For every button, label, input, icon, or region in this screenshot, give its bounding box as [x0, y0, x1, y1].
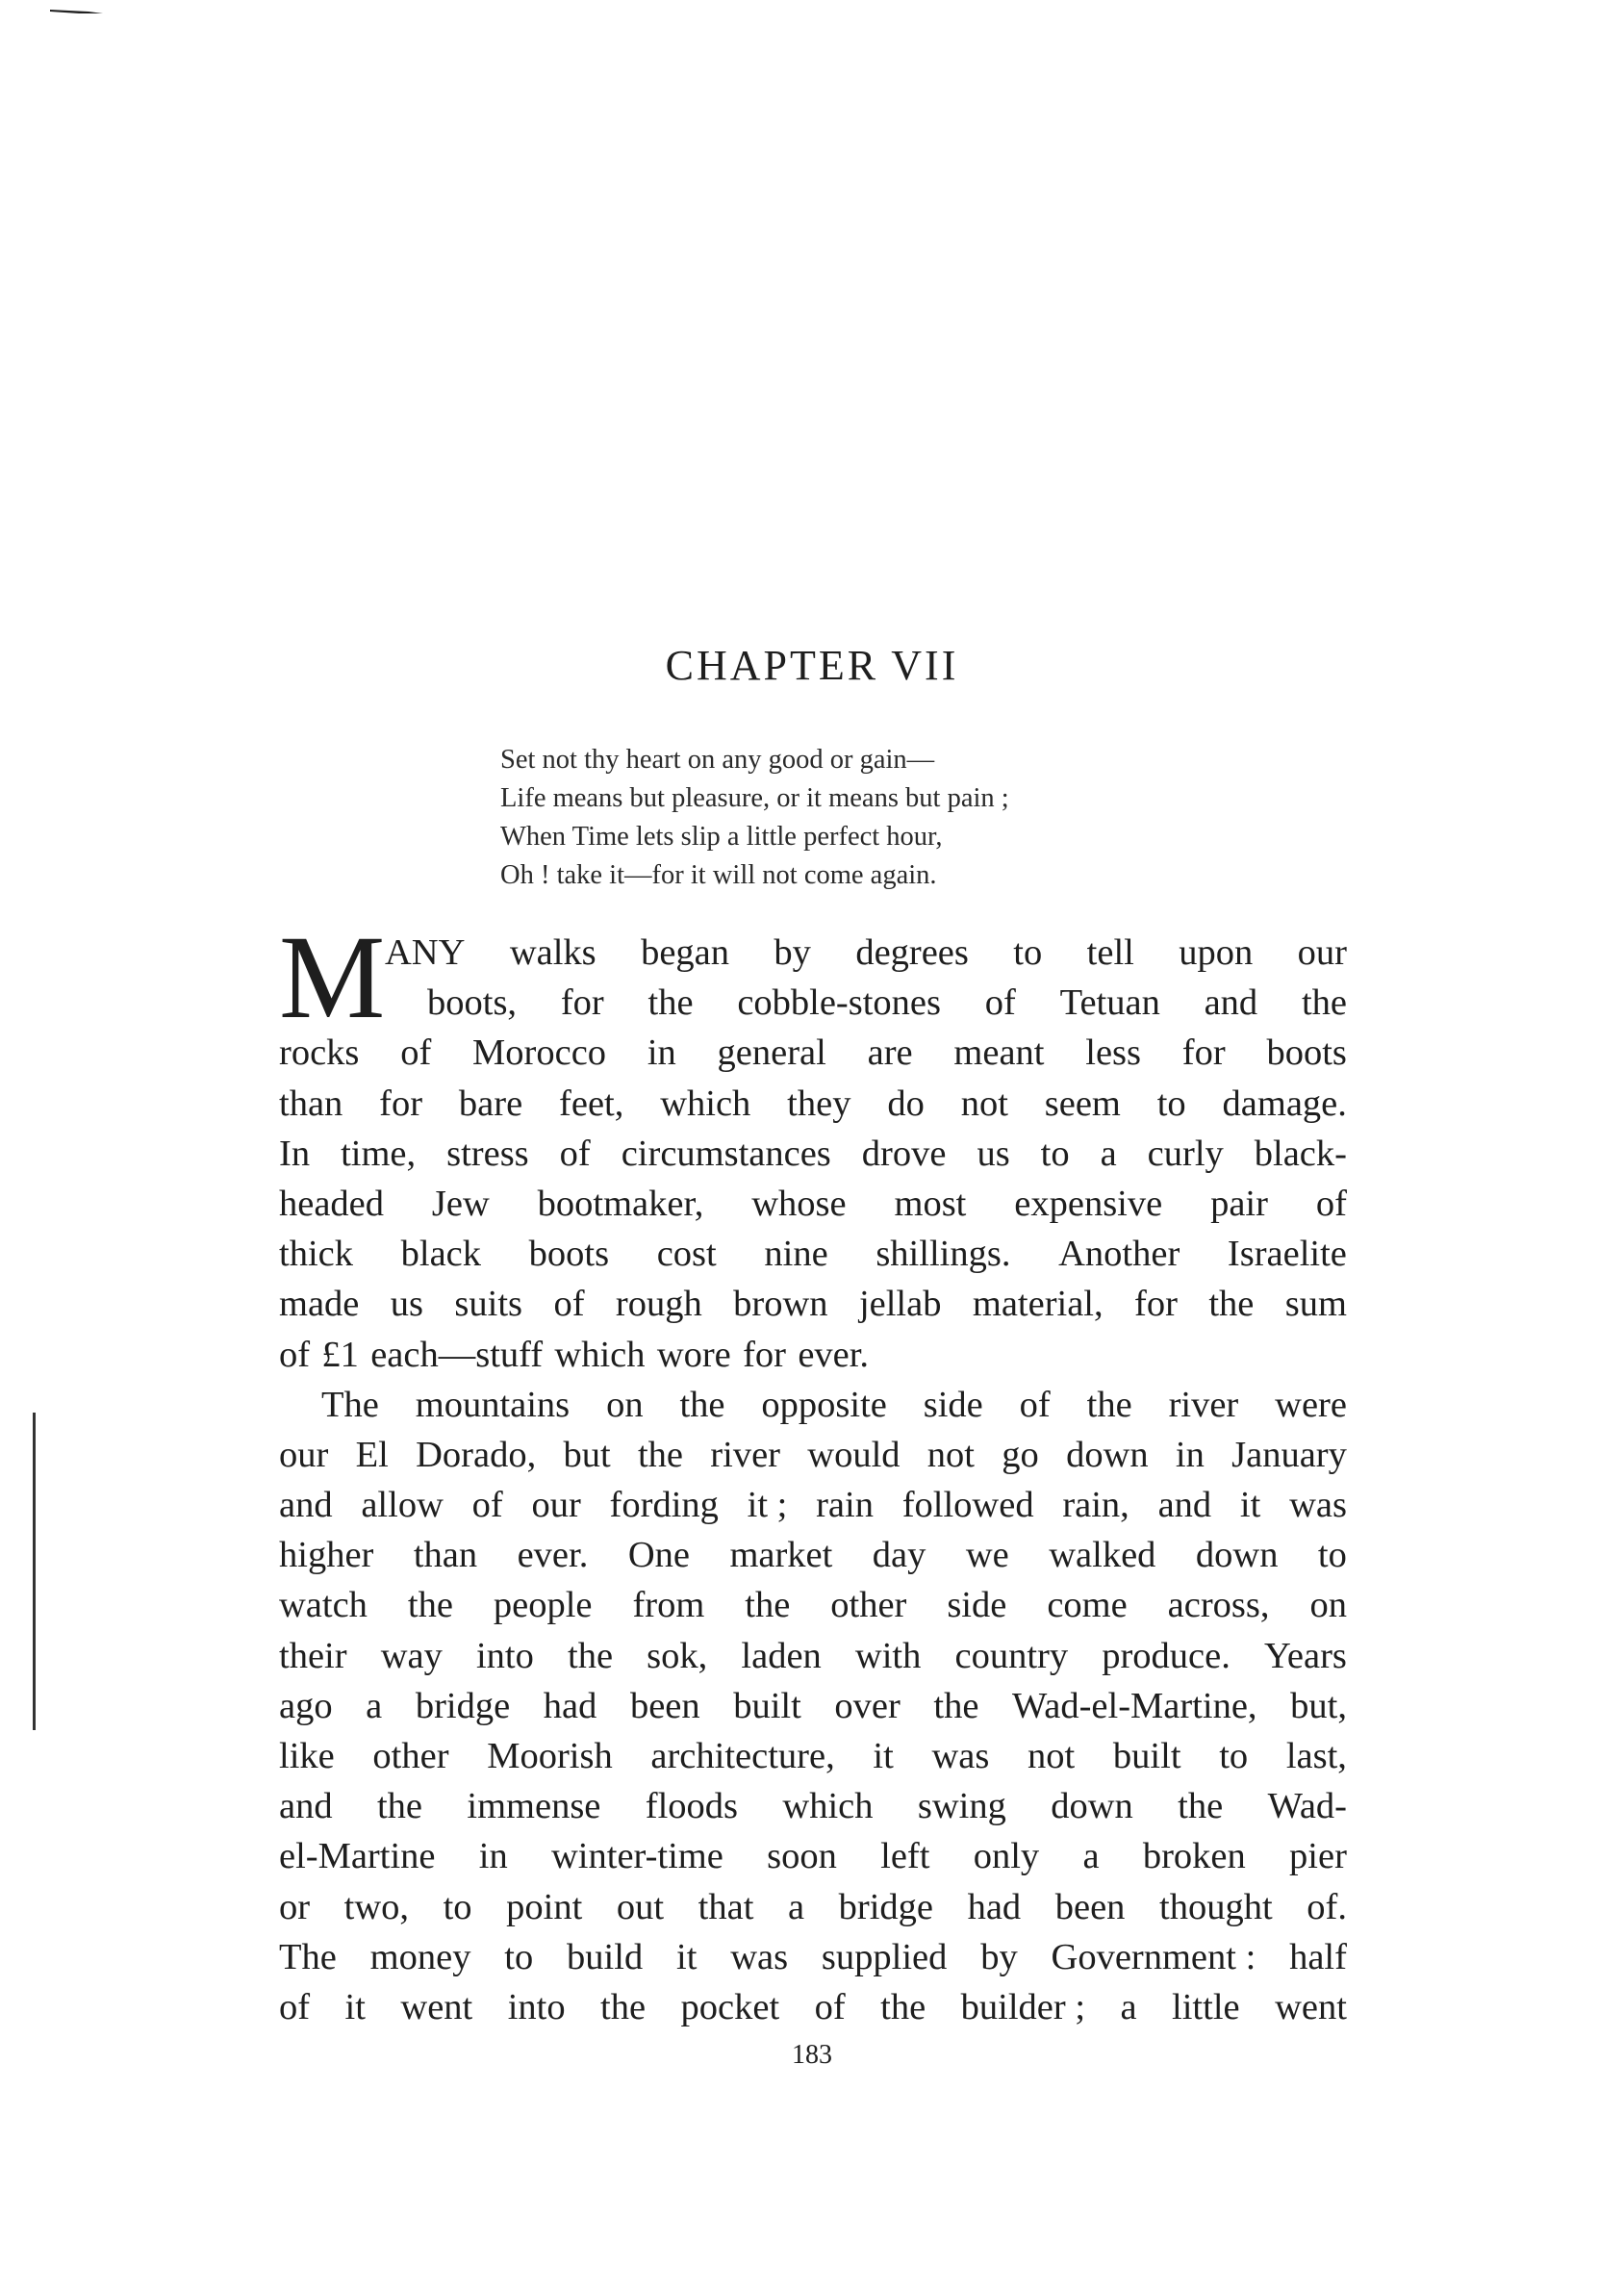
word: builder ;	[960, 1986, 1086, 2027]
word: headed	[279, 1183, 385, 1224]
word: made	[279, 1284, 360, 1325]
word: it	[873, 1736, 894, 1776]
word: and	[279, 1786, 333, 1827]
word: followed	[901, 1485, 1034, 1526]
word: the	[933, 1685, 979, 1726]
word: sum	[1284, 1284, 1347, 1325]
word: drove	[861, 1133, 947, 1174]
word: the	[745, 1585, 791, 1626]
word: would	[807, 1434, 901, 1475]
word: opposite	[761, 1384, 887, 1425]
word: our	[279, 1434, 329, 1475]
word: Moorish	[487, 1736, 613, 1776]
word: to	[1040, 1133, 1070, 1174]
epigraph-line: Oh ! take it—for it will not come again.	[500, 860, 937, 890]
word: Tetuan	[1059, 982, 1160, 1024]
word: not	[960, 1083, 1008, 1124]
word: Wad-el-Martine,	[1012, 1685, 1257, 1726]
word: was	[1289, 1485, 1347, 1526]
word: was	[931, 1736, 990, 1776]
word: damage.	[1222, 1083, 1347, 1124]
word: to	[1317, 1535, 1347, 1576]
word: are	[867, 1032, 913, 1074]
word: which	[782, 1786, 874, 1827]
word: our	[1297, 932, 1347, 973]
word: the	[600, 1986, 647, 2027]
word: walks	[509, 932, 596, 973]
word: it	[676, 1936, 698, 1977]
word: pair	[1210, 1183, 1268, 1224]
word: a	[1120, 1986, 1137, 2027]
text-line	[279, 1380, 1347, 1430]
word: black-	[1254, 1133, 1347, 1174]
word: fording	[609, 1485, 719, 1526]
word: pier	[1289, 1836, 1347, 1877]
word: went	[1275, 1986, 1347, 2027]
word: In	[279, 1133, 311, 1174]
word: river	[710, 1434, 780, 1475]
word: and	[279, 1485, 333, 1526]
word: Morocco	[472, 1032, 607, 1074]
text-line	[279, 1028, 1347, 1078]
word: only	[973, 1836, 1040, 1877]
word: went	[400, 1986, 473, 2027]
word: a	[1100, 1133, 1117, 1174]
word: began	[641, 932, 729, 973]
word: it	[1239, 1485, 1261, 1526]
word: out	[616, 1886, 665, 1927]
word: tell	[1086, 932, 1134, 973]
word: and	[1157, 1485, 1212, 1526]
word: Israelite	[1227, 1234, 1347, 1275]
word: it ;	[747, 1485, 788, 1526]
word: allow	[361, 1485, 444, 1526]
word: than	[413, 1535, 478, 1576]
word: their	[279, 1635, 347, 1676]
drop-cap: M	[279, 911, 386, 1043]
word: the	[880, 1986, 926, 2027]
word: the	[637, 1434, 684, 1475]
word: for	[1134, 1284, 1178, 1325]
word: feet,	[559, 1083, 624, 1124]
word: river	[1168, 1384, 1239, 1425]
word: from	[632, 1585, 705, 1626]
body-lines	[279, 928, 1347, 2032]
word: the	[407, 1585, 453, 1626]
word: last,	[1285, 1736, 1347, 1776]
word: down	[1051, 1786, 1133, 1827]
word: the	[1301, 982, 1347, 1024]
word: of	[814, 1986, 846, 2027]
word: had	[967, 1886, 1022, 1927]
text-line	[279, 1480, 1347, 1530]
word: Dorado,	[416, 1434, 537, 1475]
word: walked	[1049, 1535, 1156, 1576]
word: The	[321, 1384, 379, 1425]
word: been	[1054, 1886, 1126, 1927]
word: One	[627, 1535, 690, 1576]
text-line	[279, 1430, 1347, 1480]
word: point	[506, 1886, 583, 1927]
word: was	[730, 1936, 789, 1977]
word: in	[478, 1836, 508, 1877]
word: with	[854, 1635, 922, 1676]
word: architecture,	[650, 1736, 835, 1776]
text-line	[279, 1731, 1347, 1781]
word: of	[400, 1032, 432, 1074]
word: boots	[1266, 1032, 1347, 1074]
word: side	[947, 1585, 1007, 1626]
word: brown	[733, 1284, 828, 1325]
word: or	[279, 1886, 311, 1927]
word: £1	[321, 1334, 359, 1375]
word: curly	[1147, 1133, 1224, 1174]
word: which	[660, 1083, 751, 1124]
word: to	[1013, 932, 1043, 973]
word: down	[1066, 1434, 1149, 1475]
word: Government :	[1051, 1936, 1256, 1977]
word: by	[980, 1936, 1018, 1977]
word: expensive	[1014, 1183, 1163, 1224]
word: into	[475, 1635, 534, 1676]
epigraph-line: When Time lets slip a little perfect hour,	[500, 822, 943, 852]
word: the	[1208, 1284, 1255, 1325]
word: floods	[645, 1786, 739, 1827]
word: way	[380, 1635, 443, 1676]
word: to	[443, 1886, 472, 1927]
word: most	[894, 1183, 967, 1224]
word: of	[279, 1334, 311, 1375]
word: ever.	[517, 1535, 589, 1576]
epigraph-line: Life means but pleasure, or it means but pain ;	[500, 783, 1009, 813]
epigraph-line: Set not thy heart on any good or gain—	[500, 745, 935, 775]
word: shillings.	[875, 1234, 1011, 1275]
text-line	[279, 1079, 1347, 1129]
word: Years	[1263, 1635, 1347, 1676]
word: the	[568, 1635, 614, 1676]
text-line	[279, 1831, 1347, 1881]
word: for	[560, 982, 604, 1024]
word: produce.	[1102, 1635, 1231, 1676]
word: for	[379, 1083, 423, 1124]
word: material,	[972, 1284, 1104, 1325]
text-line	[279, 1179, 1347, 1229]
text-line	[279, 1631, 1347, 1681]
word: our	[531, 1485, 581, 1526]
word: ever.	[798, 1334, 870, 1375]
word: which	[554, 1334, 646, 1375]
word: down	[1195, 1535, 1279, 1576]
word: whose	[751, 1183, 847, 1224]
body-text	[279, 911, 1347, 2032]
word: bare	[458, 1083, 523, 1124]
word: they	[787, 1083, 851, 1124]
chapter-title: CHAPTER VII	[665, 642, 959, 689]
text-line	[279, 978, 1347, 1028]
word: a	[787, 1886, 805, 1927]
word: side	[923, 1384, 983, 1425]
word: boots	[528, 1234, 610, 1275]
word: each—stuff	[370, 1334, 544, 1375]
word: meant	[953, 1032, 1045, 1074]
word: bootmaker,	[537, 1183, 704, 1224]
word: soon	[767, 1836, 837, 1877]
word: rain	[816, 1485, 874, 1526]
word: Jew	[431, 1183, 490, 1224]
word: boots,	[427, 982, 518, 1024]
word: circumstances	[621, 1133, 831, 1174]
word: but	[563, 1434, 611, 1475]
word: upon	[1179, 932, 1254, 973]
word: for	[743, 1334, 786, 1375]
page-number: 183	[792, 2040, 832, 2070]
word: do	[887, 1083, 925, 1124]
word: of	[471, 1485, 503, 1526]
word: by	[774, 932, 811, 973]
word: build	[567, 1936, 644, 1977]
word: swing	[917, 1786, 1006, 1827]
word: January	[1231, 1434, 1347, 1475]
word: market	[729, 1535, 833, 1576]
word: the	[1178, 1786, 1224, 1827]
word: broken	[1142, 1836, 1246, 1877]
word: ANY	[385, 932, 466, 973]
word: it	[344, 1986, 366, 2027]
word: the	[647, 982, 694, 1024]
word: a	[366, 1685, 383, 1726]
word: immense	[467, 1786, 601, 1827]
word: were	[1275, 1384, 1347, 1425]
word: us	[977, 1133, 1010, 1174]
word: people	[493, 1585, 593, 1626]
word: mountains	[415, 1384, 571, 1425]
word: to	[504, 1936, 534, 1977]
word: rough	[615, 1284, 702, 1325]
word: of.	[1307, 1886, 1347, 1927]
word: nine	[764, 1234, 828, 1275]
word: other	[830, 1585, 907, 1626]
word: over	[834, 1685, 901, 1726]
word: of	[1315, 1183, 1347, 1224]
word: of	[1019, 1384, 1051, 1425]
word: like	[279, 1736, 335, 1776]
word: winter-time	[551, 1836, 723, 1877]
text-line	[279, 1530, 1347, 1580]
text-line	[279, 1129, 1347, 1179]
word: of	[279, 1986, 311, 2027]
corner-scan-mark	[50, 8, 108, 15]
word: laden	[741, 1635, 822, 1676]
word: the	[1086, 1384, 1132, 1425]
word: been	[629, 1685, 700, 1726]
word: supplied	[821, 1936, 948, 1977]
text-line	[279, 1580, 1347, 1630]
word: cobble-stones	[737, 982, 942, 1024]
word: we	[965, 1535, 1009, 1576]
word: built	[733, 1685, 801, 1726]
word: The	[279, 1936, 337, 1977]
word: go	[1002, 1434, 1039, 1475]
word: in	[647, 1032, 676, 1074]
word: suits	[454, 1284, 523, 1325]
word: built	[1112, 1736, 1181, 1776]
word: not	[926, 1434, 975, 1475]
word: bridge	[838, 1886, 933, 1927]
word: seem	[1044, 1083, 1121, 1124]
word: time,	[341, 1133, 417, 1174]
word: in	[1175, 1434, 1205, 1475]
word: two,	[343, 1886, 410, 1927]
word: wore	[656, 1334, 731, 1375]
word: El	[355, 1434, 389, 1475]
word: half	[1289, 1936, 1347, 1977]
text-line	[279, 1882, 1347, 1932]
word: for	[1181, 1032, 1226, 1074]
text-line	[279, 1229, 1347, 1279]
word: day	[872, 1535, 926, 1576]
word: bridge	[415, 1685, 511, 1726]
word: the	[679, 1384, 725, 1425]
word: country	[954, 1635, 1069, 1676]
word: degrees	[855, 932, 969, 973]
word: ago	[279, 1685, 333, 1726]
word: than	[279, 1083, 343, 1124]
word: into	[507, 1986, 566, 2027]
word: had	[543, 1685, 597, 1726]
margin-rule-short	[33, 1424, 35, 1463]
word: not	[1028, 1736, 1076, 1776]
word: that	[698, 1886, 754, 1927]
word: left	[880, 1836, 930, 1877]
word: of	[559, 1133, 591, 1174]
word: jellab	[858, 1284, 942, 1325]
word: money	[369, 1936, 471, 1977]
word: cost	[656, 1234, 717, 1275]
word: stress	[446, 1133, 529, 1174]
text-line	[279, 1330, 1347, 1380]
word: Wad-	[1267, 1786, 1347, 1827]
word: Another	[1058, 1234, 1180, 1275]
text-line	[279, 1932, 1347, 1982]
word: thought	[1159, 1886, 1273, 1927]
word: el-Martine	[279, 1836, 436, 1877]
word: and	[1204, 982, 1258, 1024]
word: watch	[279, 1585, 368, 1626]
text-line	[279, 1982, 1347, 2032]
word: of	[984, 982, 1016, 1024]
word: but,	[1290, 1685, 1347, 1726]
text-line	[279, 1681, 1347, 1731]
text-line	[279, 1781, 1347, 1831]
word: black	[400, 1234, 481, 1275]
word: general	[717, 1032, 826, 1074]
word: a	[1082, 1836, 1100, 1877]
word: pocket	[680, 1986, 780, 2027]
word: rain,	[1062, 1485, 1129, 1526]
word: other	[372, 1736, 449, 1776]
word: rocks	[279, 1032, 360, 1074]
word: across,	[1167, 1585, 1270, 1626]
word: on	[606, 1384, 644, 1425]
word: thick	[279, 1234, 353, 1275]
word: sok,	[647, 1635, 708, 1676]
word: higher	[279, 1535, 374, 1576]
word: little	[1172, 1986, 1240, 2027]
word: less	[1085, 1032, 1142, 1074]
word: to	[1156, 1083, 1186, 1124]
word: come	[1047, 1585, 1128, 1626]
text-line	[279, 1279, 1347, 1329]
word: of	[553, 1284, 585, 1325]
word: to	[1219, 1736, 1249, 1776]
word: on	[1309, 1585, 1347, 1626]
epigraph	[500, 741, 1289, 895]
word: the	[376, 1786, 423, 1827]
word: us	[390, 1284, 424, 1325]
text-line	[279, 928, 1347, 978]
